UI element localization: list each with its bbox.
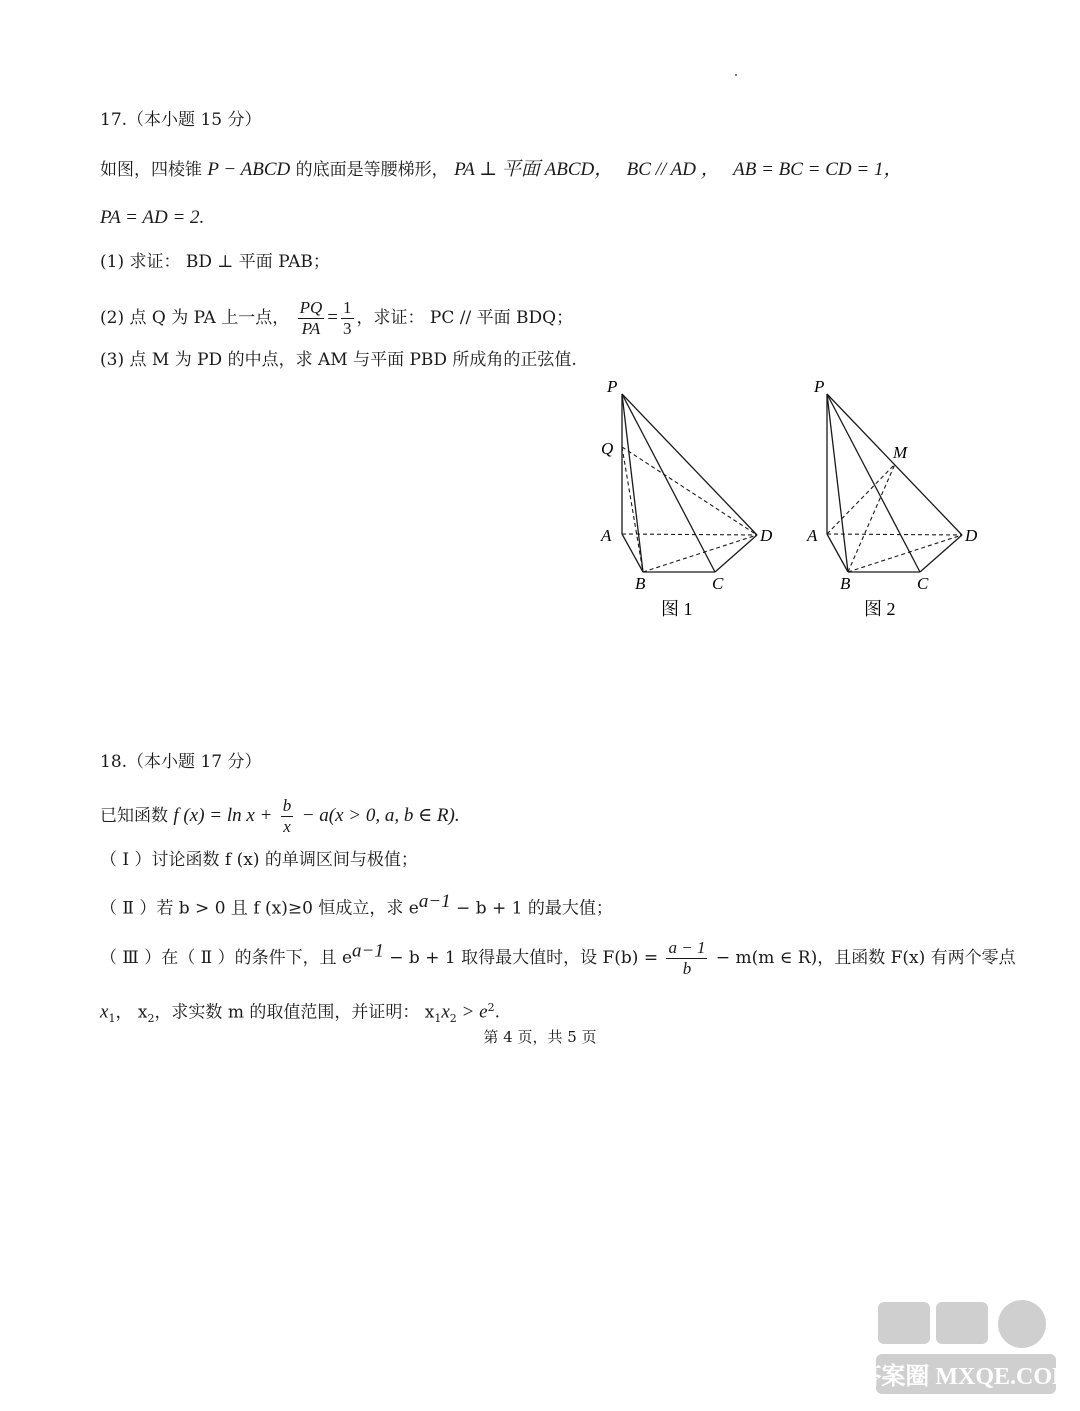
fig2-label-c: C: [917, 574, 929, 593]
q17-part3: (3) 点 M 为 PD 的中点，求 AM 与平面 PBD 所成角的正弦值.: [100, 350, 577, 370]
q17-cond1: PA ⊥ 平面 ABCD，: [454, 159, 614, 180]
q18-part3-c: − m(m ∈ R)，且函数 F(x) 有两个零点: [715, 948, 1016, 968]
q18-given-den: x: [283, 817, 291, 836]
q18-part3-num: a − 1: [668, 938, 706, 957]
q17-part2-eq: =: [327, 307, 338, 328]
q18-part3-a: （ Ⅲ ）在（ Ⅱ ）的条件下，且 e: [100, 948, 353, 968]
q18-e-sup: 2: [487, 1001, 495, 1014]
q17-part2-num2: 1: [343, 298, 352, 317]
q18-part3-b: − b + 1 取得最大值时，设 F(b) =: [383, 948, 659, 968]
q18-x1-sub: 1: [108, 1012, 116, 1026]
q18-part3-fraction: [666, 938, 707, 979]
q18-part2-sup: a−1: [418, 891, 451, 912]
q17-stem-prefix: 如图，四棱锥: [100, 160, 202, 180]
figure-2: [800, 372, 990, 632]
q17-header: 17.（本小题 15 分）: [100, 110, 262, 130]
q18-part2-a: （ Ⅱ ）若 b > 0 且 f (x)≥0 恒成立，求 e: [100, 898, 419, 919]
q18-part2: [100, 890, 613, 921]
fig2-label-m: M: [893, 443, 908, 462]
fig1-caption: 图 1: [661, 599, 693, 619]
watermark-block-1: [878, 1302, 930, 1344]
watermark-block-2: [936, 1302, 988, 1344]
fig2-label-p: P: [814, 377, 825, 396]
q18-given: [100, 796, 460, 837]
speck: [735, 74, 737, 76]
fig1-label-b: B: [635, 574, 646, 593]
q18-part2-b: − b + 1 的最大值；: [450, 898, 613, 919]
page-footer: 第 4 页，共 5 页: [483, 1028, 597, 1046]
q18-part3: [100, 938, 1016, 979]
q17-part2-fraction: [298, 298, 325, 339]
fig1-label-q: Q: [601, 439, 614, 458]
q18-ask: ，求实数 m 的取值范围，并证明： x: [154, 1002, 435, 1023]
q18-gt-e: > e: [456, 1001, 488, 1023]
fig1-label-a: A: [601, 526, 612, 545]
q17-stem-mid: 的底面是等腰梯形，: [295, 160, 449, 180]
q17-part2: [100, 298, 573, 339]
fig1-label-c: C: [712, 574, 724, 593]
q18-given-fraction: [281, 796, 294, 837]
fig1-label-d: D: [760, 526, 773, 545]
q17-part2-a: (2) 点 Q 为 PA 上一点，: [100, 308, 290, 328]
q18-part3-den: b: [682, 959, 692, 978]
q17-part2-den: PA: [301, 319, 321, 338]
watermark-logo: [857, 1288, 1075, 1403]
fig2-caption: 图 2: [864, 599, 896, 619]
q17-part1: (1) 求证： BD ⊥ 平面 PAB；: [100, 252, 330, 272]
figure-1: [595, 372, 785, 632]
q17-part2-fraction2: [341, 298, 354, 339]
q18-prod-x2-sub: 2: [449, 1012, 457, 1026]
q18-x2-sub: 2: [147, 1012, 155, 1026]
q17-part2-num: PQ: [299, 298, 323, 317]
fig2-label-b: B: [840, 574, 851, 593]
q17-cond2: BC // AD ，: [626, 159, 720, 180]
q17-part2-den2: 3: [343, 319, 352, 338]
q18-prod-x1-sub: 1: [434, 1012, 442, 1026]
q17-pyramid: P − ABCD: [207, 159, 291, 180]
q18-period: .: [494, 1002, 500, 1023]
q18-prod-x2: x: [441, 1001, 450, 1023]
q17-stem-line2: [100, 206, 204, 230]
q17-stem: [100, 158, 902, 182]
q18-given-a: 已知函数: [100, 806, 168, 826]
q18-header: 18.（本小题 17 分）: [100, 752, 262, 772]
q18-x1: x: [100, 1001, 109, 1023]
watermark-circle: [998, 1300, 1046, 1348]
fig1-label-p: P: [607, 377, 618, 396]
fig2-label-a: A: [807, 526, 818, 545]
fig2-label-d: D: [965, 526, 978, 545]
watermark-text: 答案圈 MXQE.COM: [857, 1364, 1075, 1390]
q17-cond4: PA = AD = 2.: [100, 207, 205, 228]
q18-part3-sup: a−1: [352, 940, 384, 962]
q18-given-num: b: [282, 796, 292, 815]
q18-given-b: − a(x > 0, a, b ∈ R).: [301, 805, 460, 826]
q18-given-f: f (x) = ln x +: [173, 805, 273, 826]
q18-sep: ， x: [115, 1002, 148, 1023]
q17-part2-b: ，求证： PC // 平面 BDQ；: [356, 308, 574, 328]
q17-cond3: AB = BC = CD = 1，: [733, 159, 903, 180]
q18-part1: （ Ⅰ ）讨论函数 f (x) 的单调区间与极值；: [100, 850, 418, 870]
